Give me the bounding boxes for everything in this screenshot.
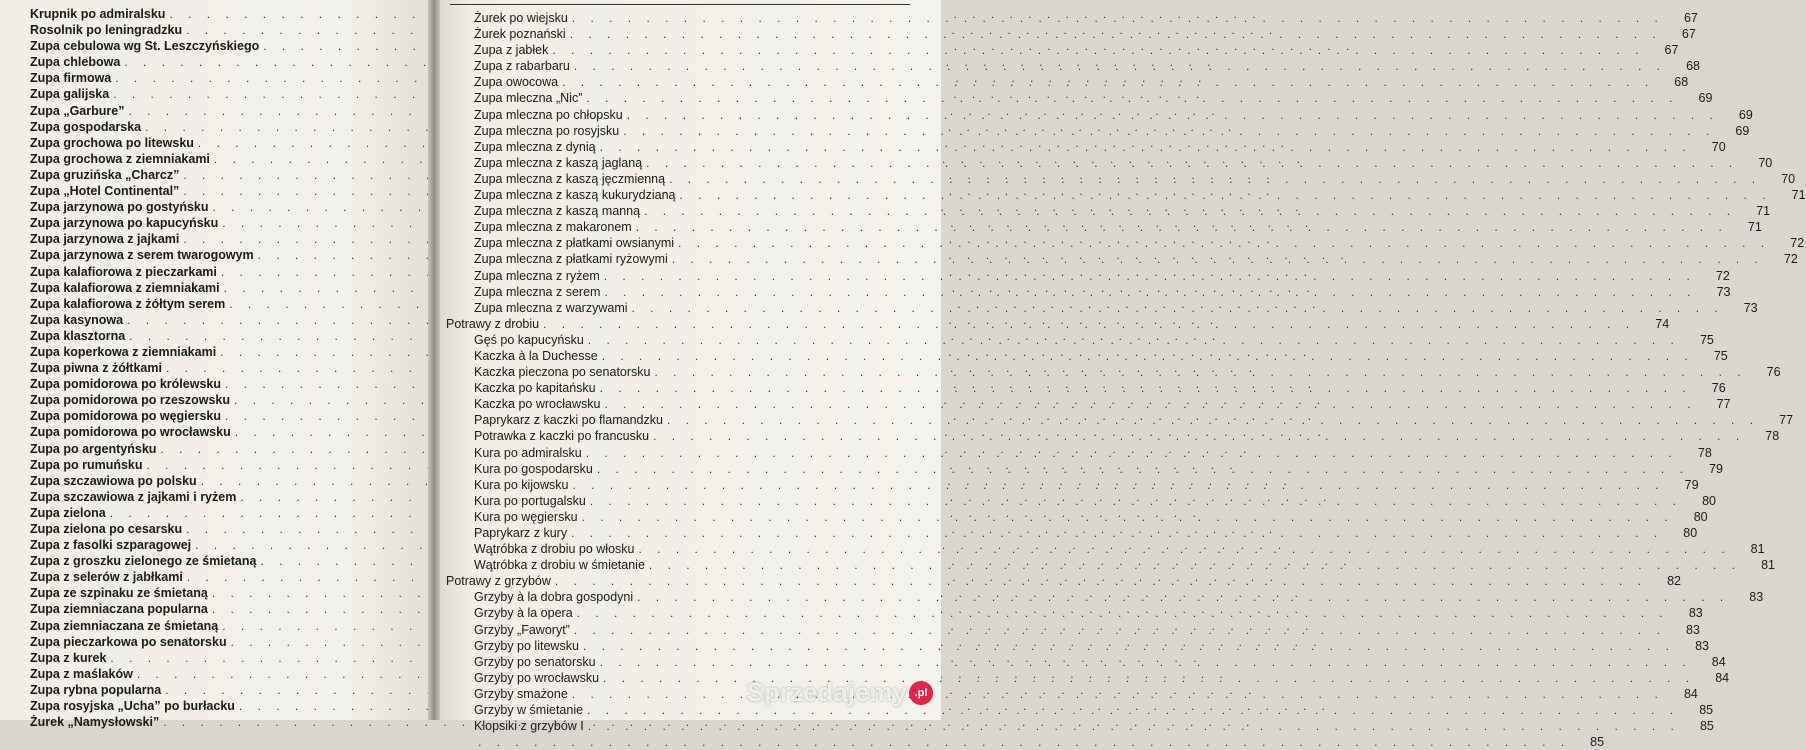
toc-entry — [30, 167, 422, 183]
toc-entry-title: Zupa cebulowa wg St. Leszczyńskiego — [30, 39, 260, 54]
toc-entry-page: 76 — [1711, 381, 1726, 396]
toc-entry — [446, 541, 1765, 557]
toc-entry-title: Grzyby po senatorsku — [474, 654, 596, 669]
toc-entry-title: Zupa kalafiorowa z ziemniakami — [30, 280, 220, 295]
toc-entry-page: 78 — [1765, 429, 1780, 444]
toc-entry — [446, 268, 1730, 284]
toc-entry — [30, 296, 422, 312]
toc-entry-title: Zupa piwna z żółtkami — [30, 361, 162, 376]
toc-entry-page: 82 — [1667, 574, 1681, 589]
toc-entry — [30, 441, 422, 457]
toc-dot-leader — [627, 107, 1719, 123]
toc-entry-title: Kaczka à la Duchesse — [474, 348, 598, 363]
left-page — [0, 0, 428, 730]
toc-entry — [446, 284, 1731, 300]
toc-entry-title: Kura po kijowsku — [474, 477, 569, 492]
toc-entry — [446, 10, 1698, 26]
toc-dot-leader — [577, 605, 1669, 621]
toc-entry — [446, 412, 1794, 428]
toc-entry-page: 67 — [1664, 43, 1679, 58]
toc-entry-title: Zupa mleczna z warzywami — [474, 300, 628, 315]
toc-entry — [446, 477, 1699, 493]
toc-entry-page: 83 — [1688, 606, 1703, 621]
toc-dot-leader — [678, 235, 1770, 251]
toc-entry-title: Zupa mleczna „Nic” — [474, 91, 583, 106]
toc-entry-title: Potrawy z grzybów — [446, 574, 551, 589]
toc-entry-page: 71 — [1756, 204, 1771, 219]
toc-dot-leader — [602, 348, 1694, 364]
toc-entry — [30, 183, 422, 199]
toc-entry-title: Zupa klasztorna — [30, 328, 126, 343]
toc-entry-title: Krupnik po admiralsku — [30, 7, 166, 21]
toc-dot-leader — [588, 718, 1680, 734]
toc-entry-title: Grzyby po litewsku — [474, 638, 579, 653]
toc-entry-page: 77 — [1716, 397, 1731, 412]
toc-entry-title: Zupa pomidorowa po królewsku — [30, 377, 221, 392]
toc-entry-title: Żurek po wiejsku — [474, 11, 568, 25]
toc-entry — [446, 348, 1728, 364]
toc-entry-title: Zupa jarzynowa z serem twarogowym — [30, 248, 254, 263]
toc-entry-page: 79 — [1709, 461, 1723, 476]
right-page — [440, 0, 1806, 750]
toc-entry-page: 80 — [1702, 493, 1716, 508]
toc-section-heading — [446, 573, 1681, 589]
toc-entry-title: Zupa z rabarbaru — [474, 59, 570, 74]
toc-entry — [30, 360, 422, 376]
toc-entry-title: Zupa mleczna z płatkami ryżowymi — [474, 252, 668, 267]
toc-dot-leader — [655, 364, 1747, 380]
toc-entry-page: 75 — [1713, 348, 1728, 363]
toc-entry-page: 67 — [1681, 27, 1696, 42]
toc-entry-title: Zupa gospodarska — [30, 119, 142, 134]
toc-entry — [30, 215, 422, 231]
toc-dot-leader — [600, 654, 1692, 670]
toc-dot-leader — [478, 734, 1570, 750]
toc-entry-title: Gęś po kapucyńsku — [474, 332, 584, 347]
toc-entry — [446, 219, 1762, 235]
toc-entry-page: 67 — [1683, 11, 1698, 25]
toc-entry-title: Zupa mleczna z kaszą kukurydzianą — [474, 188, 676, 203]
toc-entry-page: 83 — [1686, 622, 1700, 637]
toc-entry — [446, 638, 1709, 654]
toc-entry — [30, 392, 422, 408]
toc-entry-title: Zupa jarzynowa z jajkami — [30, 232, 180, 247]
toc-entry-title: Zupa ziemniaczana ze śmietaną — [30, 618, 219, 633]
watermark-logo — [747, 677, 933, 708]
toc-entry — [30, 38, 422, 54]
toc-dot-leader — [604, 268, 1696, 284]
toc-entry — [30, 505, 422, 521]
toc-entry-title: Zupa firmowa — [30, 71, 112, 86]
toc-dot-leader — [586, 90, 1678, 106]
toc-entry-title: Zupa po rumuńsku — [30, 457, 143, 472]
toc-entry-title: Zupa mleczna z ryżem — [474, 268, 600, 283]
toc-entry — [30, 489, 422, 505]
toc-entry-title: Zupa szczawiowa po polsku — [30, 473, 197, 488]
toc-entry-title: Zupa kalafiorowa z żółtym serem — [30, 296, 226, 311]
toc-entry — [446, 557, 1775, 573]
toc-entry-title: Zupa z maślaków — [30, 666, 133, 681]
toc-dot-leader — [586, 445, 1678, 461]
toc-entry-title: Zupa mleczna z kaszą jęczmienną — [474, 171, 666, 186]
toc-dot-leader — [636, 219, 1728, 235]
toc-entry — [30, 650, 422, 666]
toc-entry — [30, 199, 422, 215]
toc-entry-title: Grzyby w śmietanie — [474, 703, 584, 718]
toc-entry — [30, 231, 422, 247]
toc-entry-title: Zupa „Garbure” — [30, 103, 125, 118]
toc-entry-title: Paprykarz z kaczki po flamandzku — [474, 413, 663, 428]
toc-entry-title: Zupa mleczna po chłopsku — [474, 107, 623, 122]
left-toc-list — [30, 6, 422, 730]
toc-entry-title: Kaczka pieczona po senatorsku — [474, 365, 651, 380]
toc-entry-page: 71 — [1791, 188, 1806, 203]
toc-entry-page: 80 — [1693, 509, 1708, 524]
toc-entry-title: Klopsiki z grzybów I — [474, 719, 584, 734]
toc-entry-title: Zupa zielona po cesarsku — [30, 522, 183, 536]
toc-dot-leader — [667, 412, 1759, 428]
toc-entry — [446, 396, 1731, 412]
toc-entry — [30, 457, 422, 473]
toc-dot-leader — [552, 42, 1644, 58]
toc-entry — [446, 171, 1796, 187]
toc-entry — [30, 247, 422, 263]
toc-entry-page: 81 — [1761, 558, 1775, 573]
toc-entry-title: Zupa pomidorowa po rzeszowsku — [30, 393, 231, 408]
toc-dot-leader — [590, 493, 1682, 509]
toc-entry-title: Zupa z kurek — [30, 650, 107, 665]
toc-entry-page: 83 — [1749, 590, 1764, 605]
toc-entry — [30, 585, 422, 601]
toc-dot-leader — [573, 477, 1665, 493]
toc-entry-page: 69 — [1698, 91, 1713, 106]
toc-entry — [30, 698, 422, 714]
toc-entry — [30, 666, 422, 682]
toc-entry-title: Zupa jarzynowa po kapucyńsku — [30, 216, 219, 231]
toc-entry-title: Żurek „Namysłowski” — [30, 715, 160, 730]
toc-dot-leader — [574, 622, 1666, 638]
toc-entry — [30, 103, 422, 119]
toc-dot-leader — [672, 251, 1764, 267]
toc-entry — [446, 493, 1716, 509]
toc-entry-title: Zupa z selerów z jabłkami — [30, 570, 183, 585]
toc-dot-leader — [600, 380, 1692, 396]
book-gutter — [428, 0, 440, 720]
toc-entry — [446, 300, 1758, 316]
toc-dot-leader — [653, 428, 1745, 444]
toc-dot-leader — [572, 686, 1664, 702]
toc-entry-title: Grzyby smażone — [474, 686, 568, 701]
toc-entry-page: 83 — [1695, 638, 1709, 653]
toc-entry-page: 72 — [1715, 268, 1730, 283]
toc-dot-leader — [604, 284, 1696, 300]
toc-entry-page: 76 — [1766, 365, 1781, 380]
toc-entry-title: Zupa mleczna z makaronem — [474, 220, 632, 235]
toc-entry — [446, 203, 1771, 219]
toc-entry-title: Zupa z fasolki szparagowej — [30, 538, 192, 553]
toc-dot-leader — [570, 26, 1662, 42]
toc-entry — [30, 682, 422, 698]
toc-entry-title: Zupa kalafiorowa z pieczarkami — [30, 264, 217, 279]
toc-entry-title: Zupa pomidorowa po węgiersku — [30, 409, 221, 424]
toc-entry-page: 84 — [1683, 686, 1698, 701]
toc-entry — [30, 135, 422, 151]
toc-entry — [30, 86, 422, 102]
toc-entry-page: 77 — [1779, 413, 1794, 428]
toc-entry — [446, 461, 1723, 477]
toc-dot-leader — [637, 589, 1729, 605]
toc-entry — [30, 521, 422, 537]
toc-entry-title: Żurek poznański — [474, 27, 566, 42]
toc-entry — [446, 155, 1773, 171]
toc-entry — [30, 714, 422, 730]
toc-entry-title: Kura po gospodarsku — [474, 461, 593, 476]
toc-entry — [446, 123, 1750, 139]
toc-entry — [30, 553, 422, 569]
toc-entry-page: 84 — [1715, 670, 1730, 685]
toc-entry-title: Zupa mleczna z płatkami owsianymi — [474, 236, 675, 251]
toc-entry-title: Zupa owocowa — [474, 75, 559, 90]
toc-entry — [30, 312, 422, 328]
toc-entry — [30, 376, 422, 392]
toc-entry-page: 81 — [1750, 542, 1765, 557]
toc-entry-page: 71 — [1747, 220, 1762, 235]
toc-entry-title: Paprykarz z kury — [474, 526, 568, 540]
toc-entry-page: 72 — [1783, 252, 1798, 267]
toc-dot-leader — [646, 155, 1738, 171]
toc-dot-leader — [574, 58, 1666, 74]
toc-entry — [446, 26, 1696, 42]
toc-entry — [30, 119, 422, 135]
toc-entry-title: Zupa kasynowa — [30, 312, 124, 327]
toc-entry — [446, 74, 1689, 90]
toc-entry-title: Zupa grochowa z ziemniakami — [30, 151, 210, 166]
toc-entry-title: Zupa szczawiowa z jajkami i ryżem — [30, 489, 237, 504]
toc-entry-title: Zupa mleczna z serem — [474, 284, 601, 299]
toc-entry-title: Zupa gruzińska „Charcz” — [30, 167, 180, 182]
toc-entry-title: Zupa zielona — [30, 505, 106, 520]
toc-dot-leader — [562, 74, 1654, 90]
toc-entry — [30, 473, 422, 489]
toc-entry — [446, 380, 1726, 396]
toc-entry-title: Zupa chlebowa — [30, 55, 121, 70]
toc-entry — [30, 264, 422, 280]
toc-dot-leader — [571, 525, 1663, 541]
toc-dot-leader — [669, 171, 1761, 187]
toc-dot-leader — [582, 509, 1674, 525]
toc-entry-title: Kaczka po wrocławsku — [474, 397, 601, 412]
toc-dot-leader — [555, 573, 1647, 589]
toc-entry-page: 74 — [1655, 316, 1670, 331]
toc-entry-title: Grzyby à la dobra gospodyni — [474, 590, 634, 605]
toc-dot-leader — [632, 300, 1724, 316]
toc-dot-leader — [604, 396, 1696, 412]
toc-entry-title: Zupa pieczarkowa po senatorsku — [30, 634, 227, 649]
toc-entry — [446, 734, 1605, 750]
toc-entry-page: 85 — [1699, 719, 1714, 734]
toc-entry — [446, 589, 1764, 605]
toc-entry — [30, 328, 422, 344]
toc-dot-leader — [623, 123, 1715, 139]
toc-entry-page: 73 — [1743, 300, 1758, 315]
toc-entry-page: 75 — [1699, 332, 1714, 347]
toc-entry — [446, 58, 1700, 74]
toc-entry — [446, 525, 1698, 541]
toc-entry — [446, 605, 1703, 621]
toc-entry — [30, 22, 422, 38]
toc-entry-title: Zupa mleczna z kaszą manną — [474, 204, 641, 219]
toc-dot-leader — [600, 139, 1692, 155]
toc-entry-title: Zupa po argentyńsku — [30, 441, 157, 456]
toc-entry-title: Zupa galijska — [30, 87, 110, 102]
toc-dot-leader — [583, 638, 1675, 654]
toc-entry — [30, 537, 422, 553]
toc-entry-title: Zupa rybna popularna — [30, 682, 162, 697]
toc-entry — [446, 654, 1726, 670]
toc-entry — [30, 280, 422, 296]
toc-dot-leader — [649, 557, 1741, 573]
toc-entry-title: Zupa z groszku zielonego ze śmietaną — [30, 554, 257, 569]
toc-dot-leader — [639, 541, 1731, 557]
toc-entry — [446, 235, 1805, 251]
toc-entry — [446, 42, 1679, 58]
toc-entry-title: Grzyby „Faworyt” — [474, 622, 570, 637]
toc-entry-title: Zupa ze szpinaku ze śmietaną — [30, 586, 208, 601]
toc-entry-page: 73 — [1716, 284, 1731, 299]
top-rule — [450, 4, 910, 5]
toc-entry-page: 85 — [1590, 735, 1605, 750]
toc-entry-page: 72 — [1790, 236, 1805, 251]
toc-entry — [446, 90, 1713, 106]
toc-entry-title: Grzyby po wrocławsku — [474, 670, 600, 685]
toc-entry-title: Zupa mleczna z dynią — [474, 139, 596, 154]
toc-entry — [30, 6, 422, 22]
toc-entry — [446, 445, 1712, 461]
watermark-text: Sprzedajemy — [746, 677, 907, 707]
toc-entry-title: Kaczka po kapitańsku — [474, 381, 596, 396]
toc-entry — [30, 344, 422, 360]
toc-entry — [30, 151, 422, 167]
toc-entry-title: Zupa pomidorowa po wrocławsku — [30, 425, 231, 440]
toc-entry-title: Zupa rosyjska „Ucha” po burłacku — [30, 699, 235, 714]
toc-entry-title: Zupa z jabłek — [474, 43, 549, 58]
toc-entry-page: 79 — [1684, 477, 1699, 492]
toc-entry — [30, 634, 422, 650]
toc-entry-title: Zupa „Hotel Continental” — [30, 184, 180, 199]
toc-entry-page: 68 — [1686, 59, 1700, 74]
toc-entry-title: Grzyby à la opera — [474, 606, 573, 621]
toc-entry-title: Kura po węgiersku — [474, 509, 578, 524]
toc-entry — [30, 618, 422, 634]
toc-entry — [446, 332, 1714, 348]
toc-entry-title: Wątróbka z drobiu w śmietanie — [474, 558, 645, 573]
toc-entry — [446, 364, 1781, 380]
watermark-badge: .pl — [909, 681, 933, 705]
toc-dot-leader — [597, 461, 1689, 477]
toc-entry-page: 69 — [1738, 107, 1753, 122]
toc-entry-page: 68 — [1674, 75, 1689, 90]
toc-dot-leader — [679, 187, 1771, 203]
toc-entry — [30, 569, 422, 585]
toc-entry-title: Kura po admiralsku — [474, 445, 582, 460]
toc-entry — [30, 408, 422, 424]
toc-entry — [446, 139, 1726, 155]
toc-entry-title: Zupa mleczna po rosyjsku — [474, 123, 620, 138]
toc-entry-title: Rosolnik po leningradzku — [30, 23, 183, 38]
toc-dot-leader — [644, 203, 1736, 219]
toc-entry — [446, 718, 1714, 734]
toc-dot-leader — [572, 10, 1664, 26]
toc-entry-page: 84 — [1711, 654, 1726, 669]
toc-section-heading — [446, 316, 1670, 332]
toc-entry — [30, 601, 422, 617]
toc-entry — [446, 509, 1708, 525]
toc-entry-title: Potrawka z kaczki po francusku — [474, 429, 650, 444]
toc-entry-page: 78 — [1697, 445, 1712, 460]
toc-entry — [30, 54, 422, 70]
toc-entry — [446, 187, 1806, 203]
toc-entry — [446, 107, 1753, 123]
toc-entry-page: 69 — [1735, 123, 1750, 138]
toc-entry — [446, 622, 1700, 638]
toc-entry-page: 70 — [1758, 155, 1773, 170]
toc-entry-title: Zupa mleczna z kaszą jaglaną — [474, 155, 643, 170]
toc-dot-leader — [543, 316, 1635, 332]
toc-entry-title: Wątróbka z drobiu po włosku — [474, 542, 635, 557]
toc-entry-page: 80 — [1683, 526, 1698, 540]
toc-entry-page: 85 — [1699, 703, 1714, 718]
toc-entry-title: Zupa grochowa po litewsku — [30, 135, 194, 150]
toc-entry — [446, 251, 1798, 267]
right-toc-list — [446, 10, 1806, 750]
toc-dot-leader — [588, 332, 1680, 348]
toc-entry — [30, 70, 422, 86]
toc-entry-page: 70 — [1781, 171, 1796, 186]
toc-entry-title: Zupa koperkowa z ziemniakami — [30, 344, 217, 359]
toc-entry — [30, 424, 422, 440]
toc-entry-title: Potrawy z drobiu — [446, 316, 540, 331]
toc-entry — [446, 428, 1780, 444]
toc-entry-title: Zupa ziemniaczana popularna — [30, 602, 208, 617]
toc-entry-title: Zupa jarzynowa po gostyńsku — [30, 200, 209, 215]
toc-entry-page: 70 — [1711, 139, 1726, 154]
toc-entry-title: Kura po portugalsku — [474, 493, 586, 508]
